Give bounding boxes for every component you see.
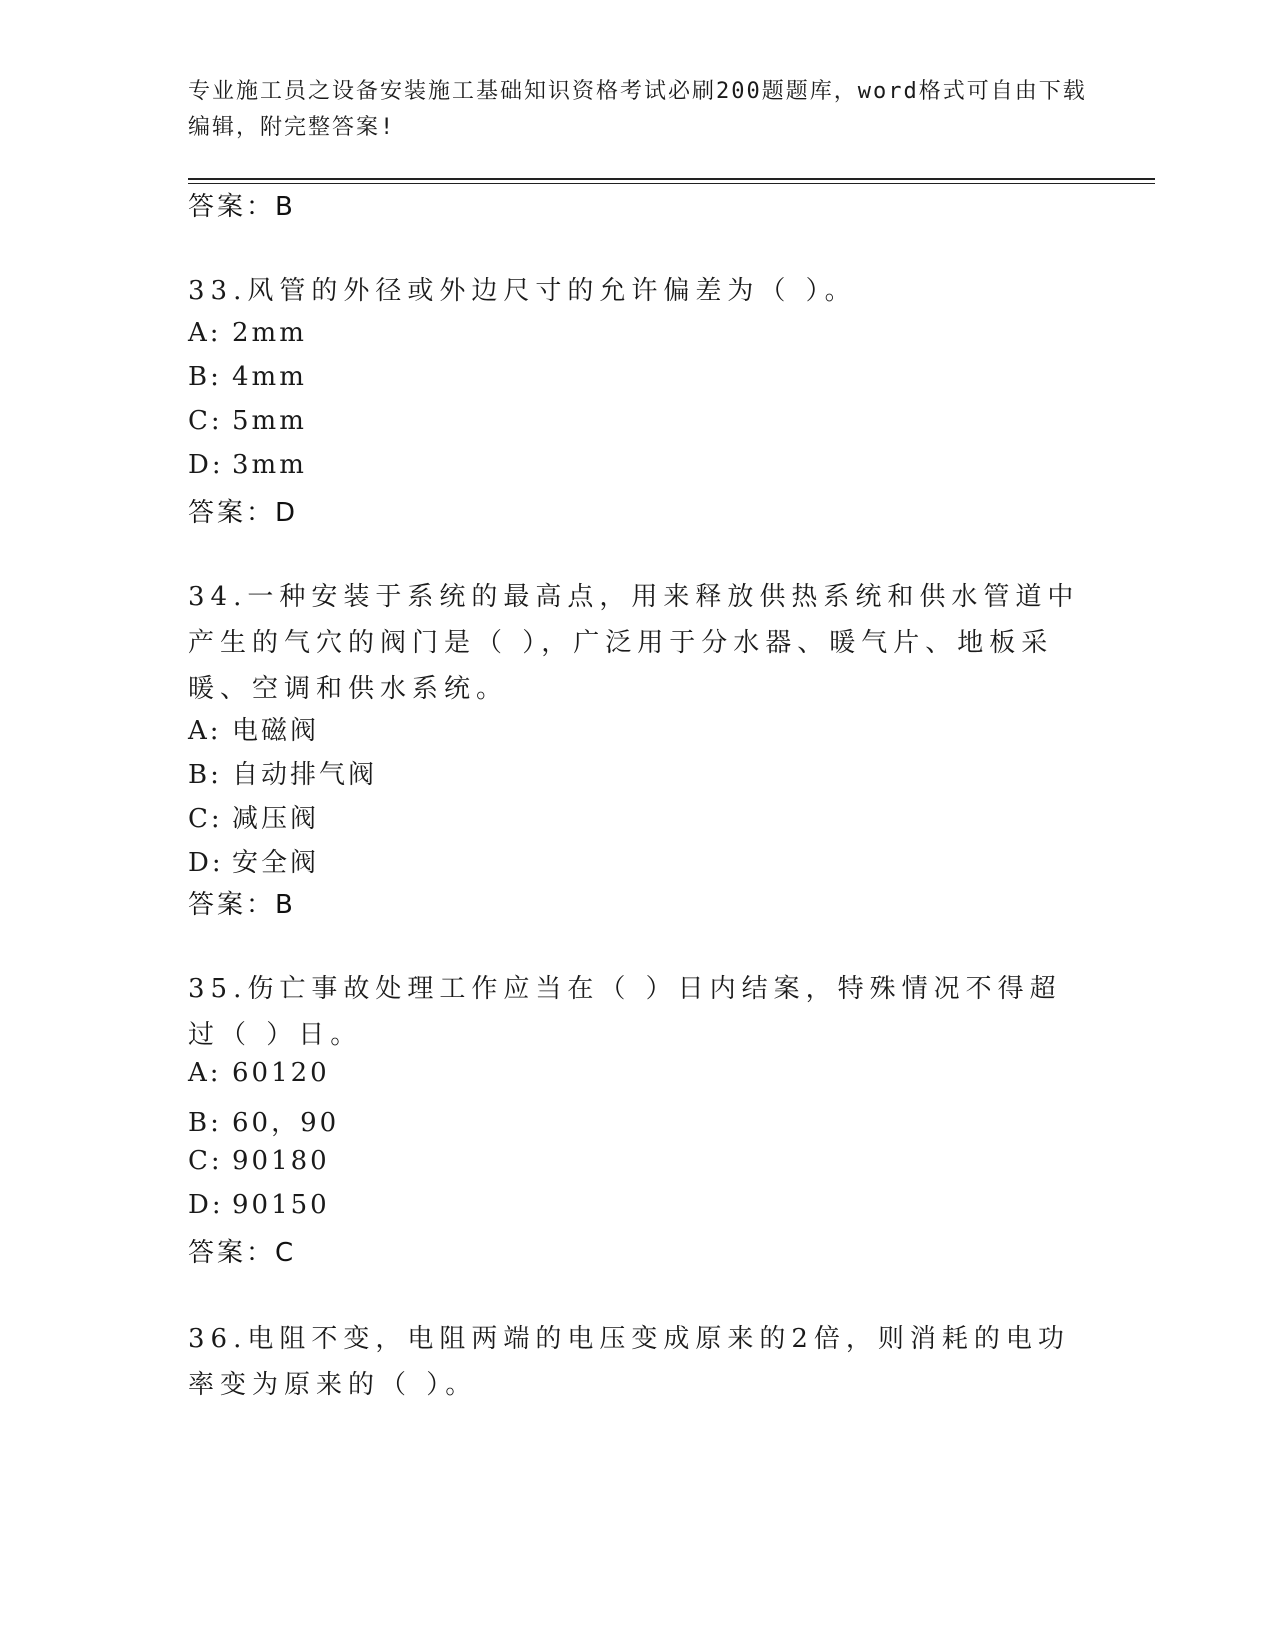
option-letter: B:	[188, 362, 222, 392]
option-letter: A:	[188, 318, 222, 348]
question-34-option-d	[188, 842, 319, 879]
option-text: 4mm	[232, 362, 307, 392]
option-text: 5mm	[232, 406, 307, 436]
question-34-stem: 34.一种安装于系统的最高点，用来释放供热系统和供水管道中产生的气穴的阀门是（ ），广泛用于分水器、暖气片、地板采暖、空调和供水系统。	[188, 582, 1080, 704]
option-text: 2mm	[232, 318, 307, 348]
document-header: 专业施工员之设备安装施工基础知识资格考试必刷200题题库，word格式可自由下载编辑，附完整答案!	[188, 79, 1087, 140]
option-letter: B:	[188, 1108, 222, 1138]
option-text: 电磁阀	[232, 716, 320, 746]
option-letter: D:	[188, 848, 224, 878]
header-divider	[188, 178, 1155, 180]
question-35-stem: 35.伤亡事故处理工作应当在（ ）日内结案，特殊情况不得超过（ ）日。	[188, 974, 1062, 1050]
option-letter: C:	[188, 804, 223, 834]
question-35-option-d	[188, 1190, 330, 1220]
question-35-option-b	[188, 1102, 339, 1139]
question-33-option-d	[188, 450, 307, 480]
option-text: 减压阀	[232, 804, 320, 834]
question-33-option-a	[188, 318, 307, 348]
question-34-option-b	[188, 754, 377, 791]
option-text: 自动排气阀	[232, 760, 378, 790]
option-text: 安全阀	[232, 848, 320, 878]
answer-33: 答案：D	[188, 498, 299, 528]
option-letter: D:	[188, 1190, 224, 1220]
option-letter: C:	[188, 1146, 223, 1176]
question-34-option-c	[188, 798, 319, 835]
option-letter: D:	[188, 450, 224, 480]
option-text: 60120	[232, 1058, 330, 1088]
question-35-option-c	[188, 1146, 330, 1176]
answer-35: 答案：C	[188, 1238, 297, 1268]
option-text: 90150	[232, 1190, 330, 1220]
option-text: 60，90	[232, 1108, 340, 1138]
question-35-option-a	[188, 1058, 330, 1088]
question-34-option-a	[188, 710, 319, 747]
option-letter: A:	[188, 716, 222, 746]
option-text: 3mm	[232, 450, 307, 480]
question-33-option-b	[188, 362, 307, 392]
question-33-option-c	[188, 406, 307, 436]
header-divider-thin	[188, 183, 1155, 184]
option-letter: C:	[188, 406, 223, 436]
option-text: 90180	[232, 1146, 330, 1176]
option-letter: B:	[188, 760, 222, 790]
option-letter: A:	[188, 1058, 222, 1088]
question-33-stem: 33.风管的外径或外边尺寸的允许偏差为（ ）。	[188, 276, 857, 306]
question-36-stem: 36.电阻不变，电阻两端的电压变成原来的2倍，则消耗的电功率变为原来的（ ）。	[188, 1324, 1070, 1400]
answer-32: 答案：B	[188, 192, 296, 222]
answer-34: 答案：B	[188, 890, 296, 920]
